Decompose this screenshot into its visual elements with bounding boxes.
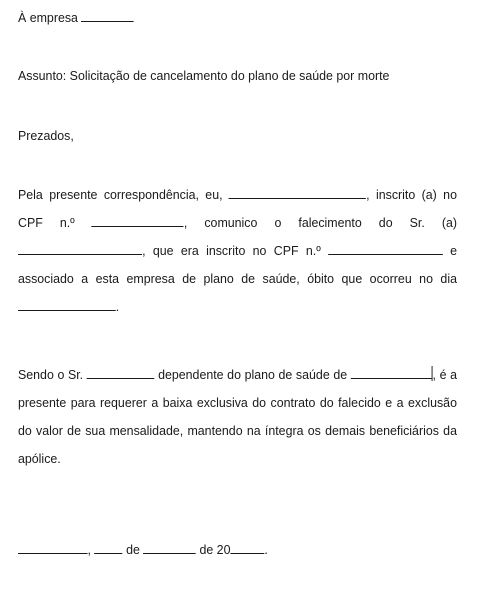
city-blank[interactable] bbox=[18, 539, 88, 554]
holder-name-blank[interactable] bbox=[351, 364, 432, 379]
death-date-blank[interactable] bbox=[18, 296, 116, 311]
greeting: Prezados, bbox=[18, 128, 74, 143]
deceased-name-blank[interactable] bbox=[18, 240, 142, 255]
paragraph-notification bbox=[18, 181, 457, 321]
declarant-cpf-blank[interactable] bbox=[92, 212, 184, 227]
p1-text-3: , comunico o falecimento do Sr. (a) bbox=[183, 215, 457, 230]
subject-line: Assunto: Solicitação de cancelamento do plano de saúde por morte bbox=[18, 68, 390, 83]
p1-text-2: , inscrito (a) no CPF n.º bbox=[18, 187, 457, 230]
date-de-1: de bbox=[126, 542, 140, 557]
p1-text-6: . bbox=[115, 299, 120, 314]
p2-text-3: , é a presente para requerer a baixa exclusiva do contrato do falecido e a exclusão do valor de sua mensalidade, mantendo na íntegra os demais beneficiários da apólice. bbox=[18, 367, 457, 466]
recipient-prefix: À empresa bbox=[18, 10, 78, 25]
paragraph-request bbox=[18, 361, 457, 473]
dependent-name-blank[interactable] bbox=[87, 364, 155, 379]
day-blank[interactable] bbox=[94, 539, 122, 554]
date-end: . bbox=[264, 542, 268, 557]
declarant-name-blank[interactable] bbox=[229, 184, 366, 199]
recipient-line bbox=[18, 4, 134, 32]
p1-text-1: Pela presente correspondência, eu, bbox=[18, 187, 223, 202]
p2-text-1: Sendo o Sr. bbox=[18, 367, 84, 382]
year-blank[interactable] bbox=[230, 539, 264, 554]
p1-text-5: e associado a esta empresa de plano de saúde, óbito que ocorreu no dia bbox=[18, 243, 457, 286]
date-line bbox=[18, 536, 268, 564]
recipient-blank[interactable] bbox=[81, 7, 134, 22]
date-comma: , bbox=[87, 542, 92, 557]
date-de-2: de 20 bbox=[199, 542, 231, 557]
p1-text-4: , que era inscrito no CPF n.º bbox=[142, 243, 321, 258]
month-blank[interactable] bbox=[143, 539, 196, 554]
p2-text-2: dependente do plano de saúde de bbox=[158, 367, 348, 382]
deceased-cpf-blank[interactable] bbox=[328, 240, 443, 255]
